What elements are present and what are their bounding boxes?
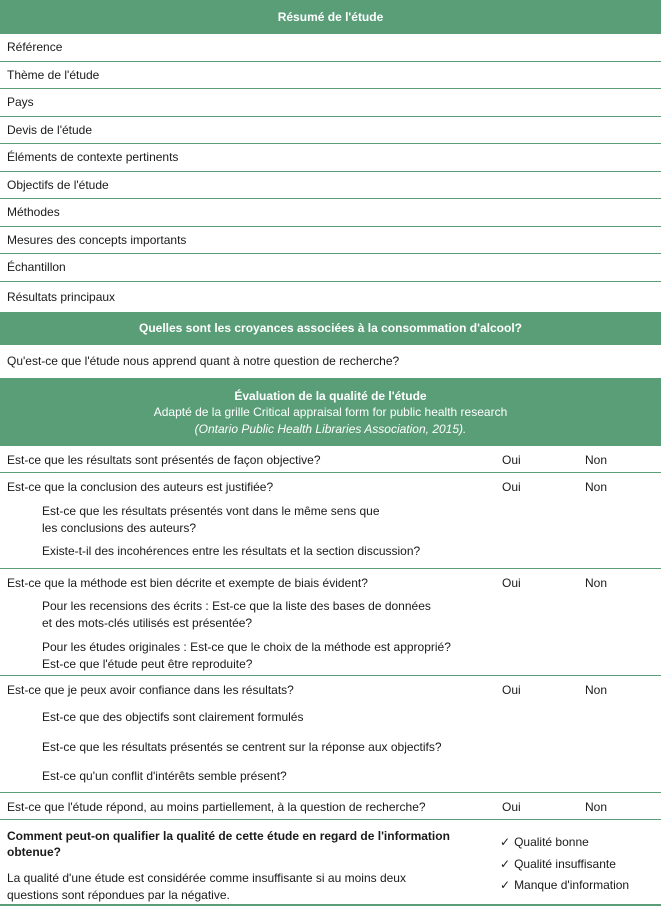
- resume-row-devis: [0, 117, 661, 145]
- resume-row-echantillon: [0, 254, 661, 282]
- sub-question: Est-ce que les résultats présentés vont dans le même sens que: [42, 503, 380, 518]
- row-label: Méthodes: [7, 205, 60, 220]
- resume-rows: [0, 34, 661, 312]
- answer-non: Non: [585, 479, 608, 494]
- row-label: Éléments de contexte pertinents: [7, 150, 179, 165]
- question-title: Quelles sont les croyances associées à la consommation d'alcool?: [138, 320, 522, 335]
- quality-question-line: Comment peut-on qualifier la qualité de cette étude en regard de l'information: [7, 828, 450, 843]
- resume-row-methodes: [0, 199, 661, 227]
- check-icon: ✓: [500, 877, 511, 892]
- eval-question-5: [0, 793, 661, 820]
- evaluation-source: Adapté de la grille Critical appraisal form for public health research: [153, 405, 508, 419]
- option-manque[interactable]: [500, 878, 629, 892]
- answer-oui: Oui: [502, 682, 521, 697]
- eval-question-text: Est-ce que l'étude répond, au moins partiellement, à la question de recherche?: [7, 799, 426, 814]
- eval-question-3: [0, 569, 661, 676]
- resume-row-resultats: [0, 282, 661, 312]
- sub-question: Est-ce que l'étude peut être reproduite?: [42, 656, 253, 671]
- option-insuffisante[interactable]: [500, 857, 616, 871]
- quality-note-line: questions sont répondues par la négative.: [7, 887, 230, 902]
- evaluation-title: Évaluation de la qualité de l'étude: [234, 388, 427, 403]
- eval-question-1: [0, 446, 661, 473]
- sub-question: Est-ce que des objectifs sont clairement formulés: [42, 709, 304, 724]
- resume-row-objectifs: [0, 172, 661, 200]
- eval-question-4: [0, 676, 661, 793]
- resume-row-pays: [0, 89, 661, 117]
- answer-oui: Oui: [502, 479, 521, 494]
- quality-question-line: obtenue?: [7, 845, 61, 859]
- option-label: Qualité bonne: [514, 834, 589, 849]
- quality-note: [7, 870, 406, 904]
- resume-header: [0, 0, 661, 34]
- quality-note-line: La qualité d'une étude est considérée comme insuffisante si au moins deux: [7, 870, 406, 885]
- row-label: Résultats principaux: [7, 289, 116, 304]
- row-label: Thème de l'étude: [7, 67, 100, 82]
- answer-oui: Oui: [502, 799, 521, 814]
- eval-question-2: [0, 473, 661, 569]
- option-bonne[interactable]: [500, 835, 589, 849]
- row-label: Référence: [7, 40, 63, 55]
- check-icon: ✓: [500, 856, 511, 871]
- question-row: [0, 345, 661, 378]
- answer-non: Non: [585, 682, 608, 697]
- option-label: Qualité insuffisante: [514, 856, 616, 871]
- resume-row-mesures: [0, 227, 661, 255]
- answer-non: Non: [585, 799, 608, 814]
- sub-question: et des mots-clés utilisés est présentée?: [42, 615, 253, 630]
- answer-non: Non: [585, 575, 608, 590]
- row-label: Mesures des concepts importants: [7, 232, 187, 247]
- answer-oui: Oui: [502, 575, 521, 590]
- resume-row-contexte: [0, 144, 661, 172]
- check-icon: ✓: [500, 834, 511, 849]
- answer-oui: Oui: [502, 452, 521, 467]
- quality-summary: [0, 820, 661, 906]
- sub-question: Est-ce que les résultats présentés se centrent sur la réponse aux objectifs?: [42, 739, 442, 754]
- resume-row-theme: [0, 62, 661, 90]
- evaluation-citation: (Ontario Public Health Libraries Association, 2015).: [194, 421, 467, 436]
- row-label: Échantillon: [7, 260, 66, 275]
- resume-row-reference: [0, 34, 661, 62]
- resume-title: Résumé de l'étude: [277, 10, 384, 24]
- sub-question: Pour les études originales : Est-ce que le choix de la méthode est approprié?: [42, 639, 451, 654]
- question-row-label: Qu'est-ce que l'étude nous apprend quant à notre question de recherche?: [7, 354, 400, 368]
- quality-question: [7, 828, 450, 861]
- eval-question-text: Est-ce que la conclusion des auteurs est justifiée?: [7, 479, 274, 494]
- answer-non: Non: [585, 452, 608, 467]
- eval-question-text: Est-ce que les résultats sont présentés de façon objective?: [7, 452, 321, 467]
- sub-question: Existe-t-il des incohérences entre les résultats et la section discussion?: [42, 543, 421, 558]
- sub-question: les conclusions des auteurs?: [42, 520, 197, 535]
- row-label: Objectifs de l'étude: [7, 177, 109, 192]
- option-label: Manque d'information: [514, 877, 630, 892]
- eval-question-text: Est-ce que la méthode est bien décrite et exempte de biais évident?: [7, 575, 368, 590]
- eval-question-text: Est-ce que je peux avoir confiance dans les résultats?: [7, 682, 294, 697]
- row-label: Pays: [7, 95, 34, 110]
- sub-question: Pour les recensions des écrits : Est-ce que la liste des bases de données: [42, 598, 431, 613]
- row-label: Devis de l'étude: [7, 122, 93, 137]
- evaluation-header: [0, 378, 661, 446]
- question-header: [0, 312, 661, 345]
- sub-question: Est-ce qu'un conflit d'intérêts semble présent?: [42, 768, 287, 783]
